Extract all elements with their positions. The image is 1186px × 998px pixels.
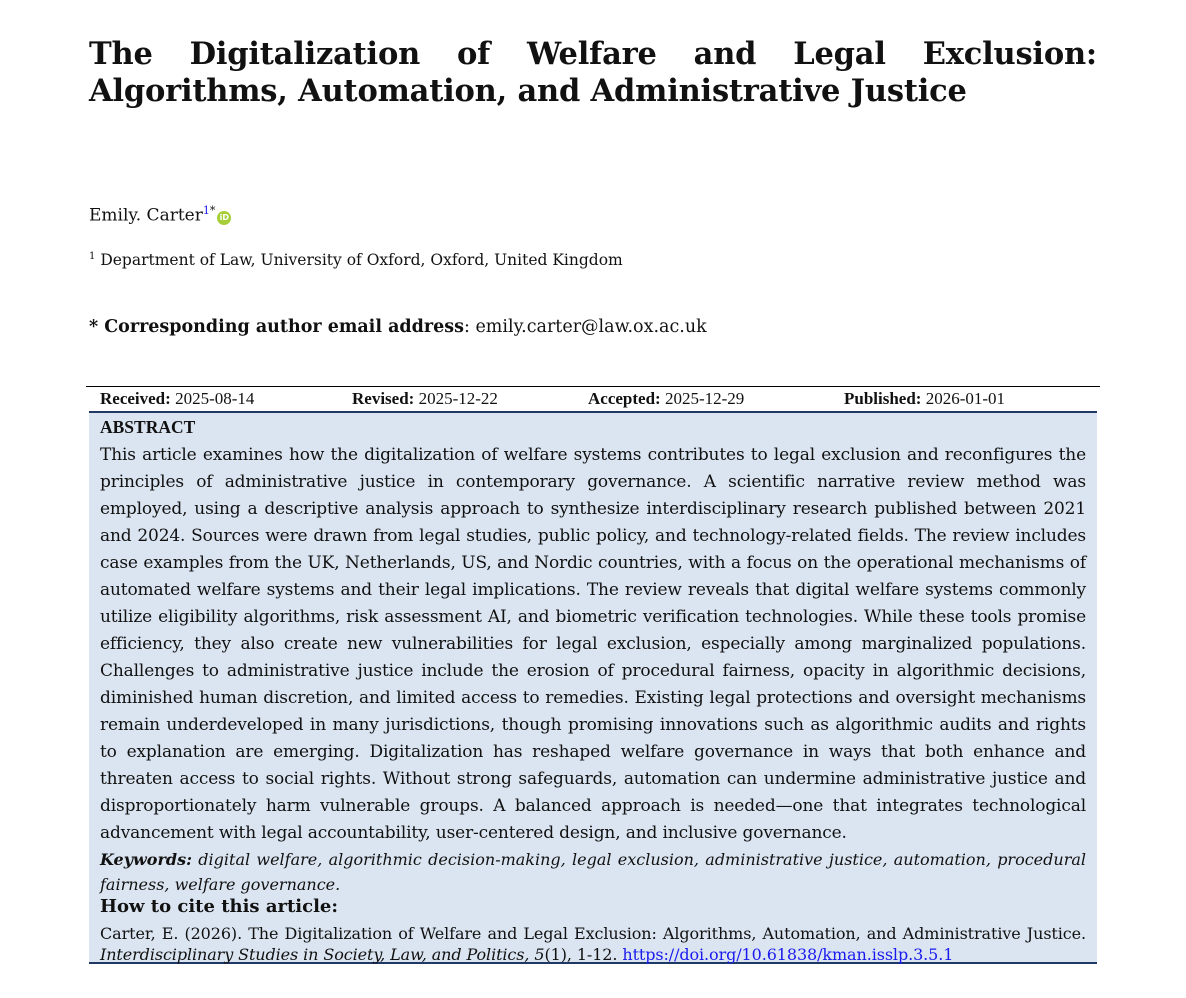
published-value: 2026-01-01 (925, 389, 1006, 408)
citation-issue: (1), 1-12. (544, 945, 618, 964)
received-label: Received: (100, 389, 171, 408)
citation-journal: Interdisciplinary Studies in Society, Law, and Politics, (100, 945, 530, 964)
citation-heading: How to cite this article: (100, 896, 339, 917)
citation-volume: 5 (534, 945, 545, 964)
revised-label: Revised: (352, 389, 415, 408)
abstract-text: This article examines how the digitalization of welfare systems contributes to legal exclusion and reconfigures the principles of administrative justice in contemporary governance. A scientific narrative review method was employed, using a descriptive analysis approach to synthesize interdisciplinary research published between 2021 and 2024. Sources were drawn from legal studies, public policy, and technology-related fields. The review includes case examples from the UK, Netherlands, US, and Nordic countries, with a focus on the operational mechanisms of automated welfare systems and their legal implications. The review reveals that digital welfare systems commonly utilize eligibility algorithms, risk assessment AI, and biometric verification technologies. While these tools promise efficiency, they also create new vulnerabilities for legal exclusion, especially among marginalized populations. Challenges to administrative justice include the erosion of procedural fairness, opacity in algorithmic decisions, diminished human discretion, and limited access to remedies. Existing legal protections and oversight mechanisms remain underdeveloped in many jurisdictions, though promising innovations such as algorithmic audits and rights to explanation are emerging. Digitalization has reshaped welfare governance in ways that both enhance and threaten access to social rights. Without strong safeguards, automation can undermine administrative justice and disproportionately harm vulnerable groups. A balanced approach is needed—one that integrates technological advancement with legal accountability, user-centered design, and inclusive governance. (100, 445, 1086, 843)
author-name: Emily. Carter (89, 205, 203, 226)
citation-text (100, 923, 1086, 965)
author-line (89, 204, 231, 226)
accepted-label: Accepted: (588, 389, 661, 408)
affiliation-text: Department of Law, University of Oxford, Oxford, United Kingdom (100, 251, 623, 270)
published-label: Published: (844, 389, 922, 408)
keywords (100, 847, 1086, 897)
abstract-heading: ABSTRACT (100, 417, 196, 437)
corresponding-separator: : (463, 317, 470, 337)
keywords-text: digital welfare, algorithmic decision-making, legal exclusion, administrative justice, automation, procedural fairness, welfare governance. (100, 850, 1086, 894)
published-date (844, 389, 1005, 409)
affiliation-mark[interactable]: 1 (202, 204, 210, 217)
corresponding-label: * Corresponding author email address (89, 317, 464, 337)
affiliation-number: 1 (89, 251, 96, 262)
affiliation (89, 251, 623, 269)
accepted-date (588, 389, 744, 409)
orcid-icon[interactable]: iD (217, 211, 231, 225)
keywords-label: Keywords: (100, 850, 193, 869)
article-title: The Digitalization of Welfare and Legal Exclusion: Algorithms, Automation, and Administrative Justice (89, 36, 1097, 109)
doi-link[interactable]: https://doi.org/10.61838/kman.isslp.3.5.1 (622, 945, 954, 964)
received-value: 2025-08-14 (175, 389, 255, 408)
citation-authors: Carter, E. (2026). The Digitalization of Welfare and Legal Exclusion: Algorithms, Automation, and Administrative Justice. (100, 924, 1086, 943)
dates-divider (86, 386, 1100, 387)
corresponding-author (89, 317, 707, 337)
abstract-box (89, 411, 1097, 964)
revised-value: 2025-12-22 (418, 389, 498, 408)
corresponding-email[interactable]: emily.carter@law.ox.ac.uk (475, 317, 707, 337)
received-date (100, 389, 254, 409)
corresponding-mark: * (209, 204, 216, 217)
revised-date (352, 389, 498, 409)
accepted-value: 2025-12-29 (664, 389, 745, 408)
